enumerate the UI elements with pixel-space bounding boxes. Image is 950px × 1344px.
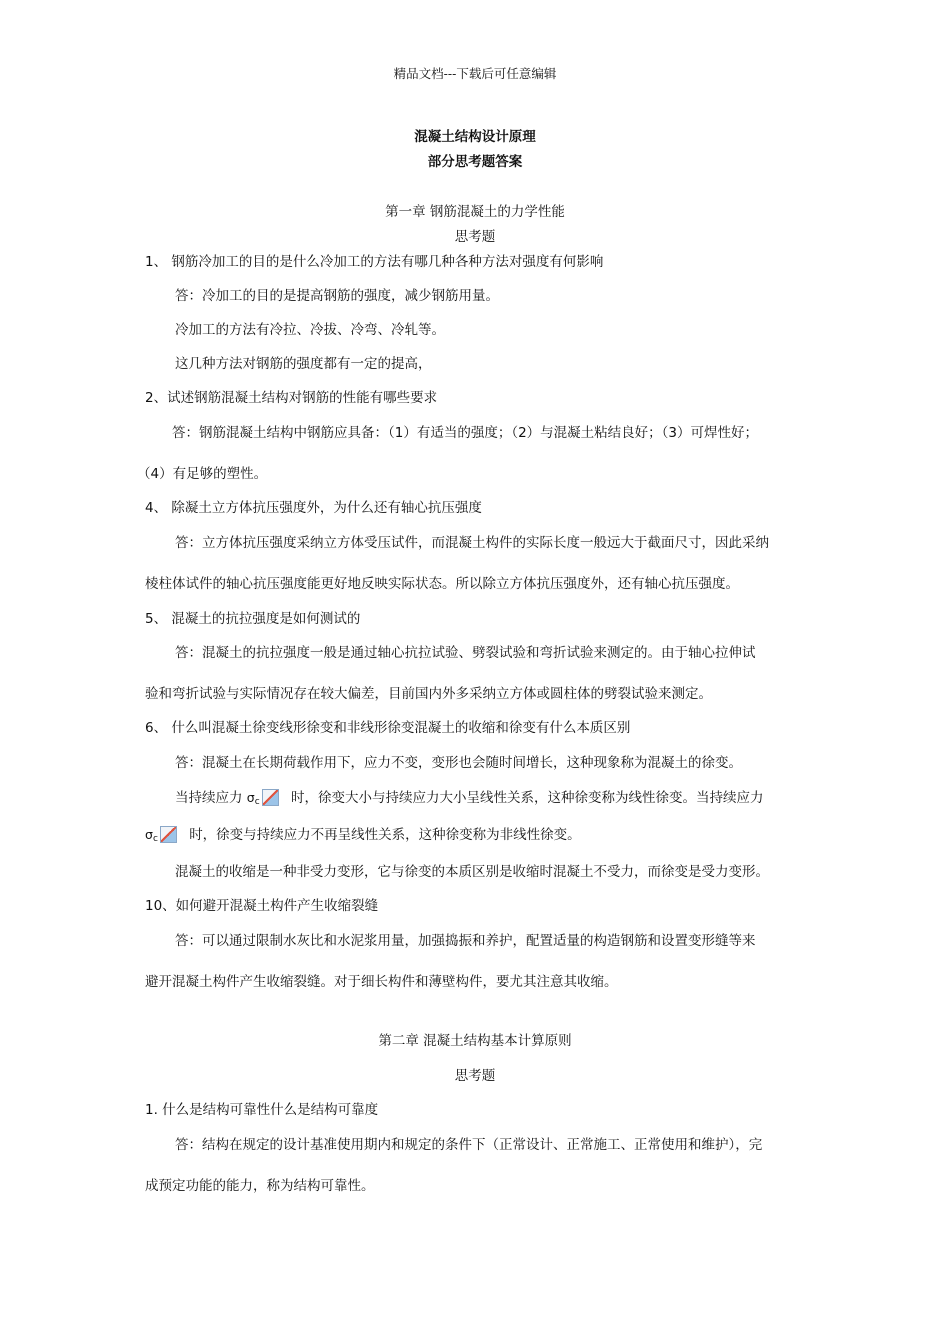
ch1-question-5: 5、 混凝土的抗拉强度是如何测试的 [145, 611, 361, 627]
ch1-question-4: 4、 除凝土立方体抗压强度外，为什么还有轴心抗压强度 [145, 500, 482, 516]
sigma-symbol-2: σ [145, 827, 153, 842]
ch1-answer-2-line1: 答：钢筋混凝土结构中钢筋应具备：（1）有适当的强度；（2）与混凝土粘结良好；（3）可焊性好； [172, 425, 759, 441]
ch1-answer-6-line2-prefix: 当持续应力 [175, 790, 243, 806]
ch1-answer-4-line2: 棱柱体试件的轴心抗压强度能更好地反映实际状态。所以除立方体抗压强度外，还有轴心抗压强度。 [145, 576, 739, 592]
ch1-question-2: 2、试述钢筋混凝土结构对钢筋的性能有哪些要求 [145, 390, 438, 406]
ch1-answer-10-line1: 答：可以通过限制水灰比和水泥浆用量，加强捣振和养护，配置适量的构造钢筋和设置变形缝等来 [175, 933, 756, 949]
chapter1-heading: 第一章 钢筋混凝土的力学性能 [385, 204, 565, 220]
doc-title: 混凝土结构设计原理 [414, 129, 536, 145]
ch2-answer-1-line2: 成预定功能的能力，称为结构可靠性。 [145, 1178, 375, 1194]
chapter2-section: 思考题 [454, 1068, 496, 1084]
ch1-answer-1-line3: 这几种方法对钢筋的强度都有一定的提高， [175, 356, 432, 372]
ch2-answer-1-line1: 答：结构在规定的设计基准使用期内和规定的条件下（正常设计、正常施工、正常使用和维护），完 [175, 1137, 763, 1153]
ch1-answer-6-line3-text: 时，徐变与持续应力不再呈线性关系，这种徐变称为非线性徐变。 [189, 827, 581, 843]
ch1-answer-1-line2: 冷加工的方法有冷拉、冷拔、冷弯、冷轧等。 [175, 322, 445, 338]
doc-subtitle: 部分思考题答案 [427, 154, 523, 170]
header-watermark: 精品文档---下载后可任意编辑 [393, 66, 557, 81]
chapter2-heading: 第二章 混凝土结构基本计算原则 [378, 1033, 572, 1049]
ch1-answer-6-line1: 答：混凝土在长期荷载作用下，应力不变，变形也会随时间增长，这种现象称为混凝土的徐变。 [175, 755, 742, 771]
broken-image-icon [160, 826, 177, 843]
ch1-answer-6-line3 [145, 825, 581, 849]
sigma-symbol: σ [246, 790, 255, 805]
ch1-answer-5-line1: 答：混凝土的抗拉强度一般是通过轴心抗拉试验、劈裂试验和弯折试验来测定的。由于轴心拉伸试 [175, 645, 756, 661]
chapter1-section: 思考题 [454, 229, 496, 245]
ch1-answer-4-line1: 答：立方体抗压强度采纳立方体受压试件，而混凝土构件的实际长度一般远大于截面尺寸，因此采纳 [175, 535, 769, 551]
ch1-answer-6-line2 [175, 788, 763, 812]
broken-image-icon [262, 789, 279, 806]
ch1-question-1: 1、 钢筋冷加工的目的是什么冷加工的方法有哪几种各种方法对强度有何影响 [145, 254, 604, 270]
ch1-answer-6-line2-suffix: 时，徐变大小与持续应力大小呈线性关系，这种徐变称为线性徐变。当持续应力 [290, 790, 764, 806]
ch1-question-6: 6、 什么叫混凝土徐变线形徐变和非线形徐变混凝土的收缩和徐变有什么本质区别 [145, 720, 631, 736]
ch1-answer-2-line2: （4）有足够的塑性。 [137, 466, 268, 482]
sigma-subscript: c [254, 797, 260, 807]
ch1-question-10: 10、如何避开混凝土构件产生收缩裂缝 [145, 898, 379, 914]
ch1-answer-1-line1: 答：冷加工的目的是提高钢筋的强度，减少钢筋用量。 [175, 288, 499, 304]
ch2-question-1: 1. 什么是结构可靠性什么是结构可靠度 [145, 1102, 379, 1118]
sigma-subscript-2: c [152, 834, 158, 844]
ch1-answer-5-line2: 验和弯折试验与实际情况存在较大偏差，目前国内外多采纳立方体或圆柱体的劈裂试验来测定。 [145, 686, 712, 702]
ch1-answer-10-line2: 避开混凝土构件产生收缩裂缝。对于细长构件和薄壁构件，要尤其注意其收缩。 [145, 974, 618, 990]
ch1-answer-6-line4: 混凝土的收缩是一种非受力变形，它与徐变的本质区别是收缩时混凝土不受力，而徐变是受力变形。 [175, 864, 769, 880]
